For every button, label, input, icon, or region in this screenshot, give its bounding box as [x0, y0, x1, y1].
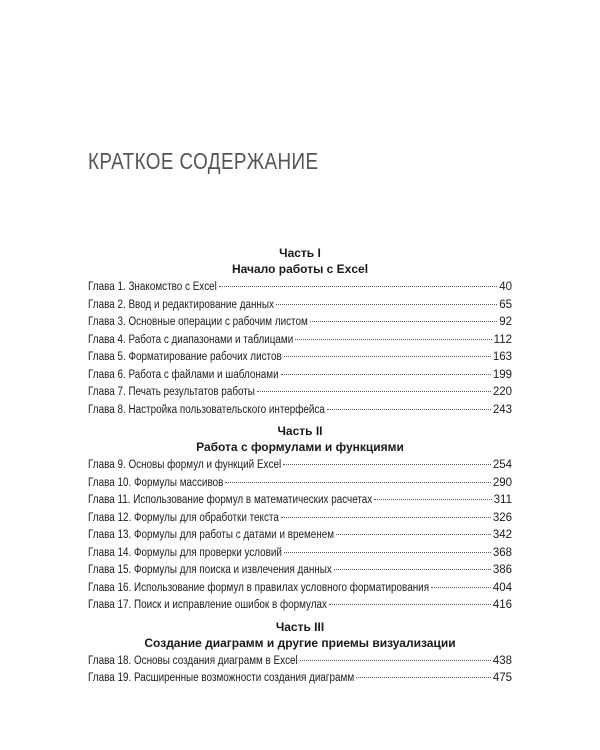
chapter-title: Глава 15. Формулы для поиска и извлечения данных — [88, 564, 332, 576]
page-number: 386 — [492, 564, 512, 576]
part-heading — [88, 423, 512, 455]
chapter-title: Глава 8. Настройка пользовательского интерфейса — [88, 403, 325, 416]
part-heading — [88, 619, 512, 651]
dot-leader — [334, 569, 491, 570]
part-number: Часть III — [275, 619, 325, 634]
page-title: КРАТКОЕ СОДЕРЖАНИЕ — [88, 148, 319, 174]
chapter-title: Глава 19. Расширенные возможности создания диаграмм — [88, 672, 355, 684]
chapter-title: Глава 12. Формулы для обработки текста — [88, 511, 279, 524]
chapter-entry[interactable] — [88, 332, 512, 350]
chapter-title: Глава 5. Форматирование рабочих листов — [88, 351, 282, 363]
chapter-list — [88, 279, 512, 419]
part-title: Создание диаграмм и другие приемы визуализации — [144, 635, 456, 650]
chapter-title: Глава 18. Основы создания диаграмм в Excel — [88, 654, 298, 667]
chapter-entry[interactable] — [88, 367, 512, 385]
chapter-entry[interactable] — [88, 492, 512, 510]
chapter-entry[interactable] — [88, 384, 512, 402]
page-number: 475 — [492, 672, 512, 684]
part-section — [88, 423, 512, 615]
dot-leader — [295, 339, 491, 340]
dot-leader — [219, 286, 497, 287]
chapter-title: Глава 4. Работа с диапазонами и таблицами — [88, 333, 294, 346]
page-number: 416 — [492, 599, 512, 611]
page-number: 112 — [493, 333, 512, 346]
page-number: 92 — [499, 316, 512, 328]
dot-leader — [284, 552, 491, 553]
chapter-entry[interactable] — [88, 457, 512, 475]
dot-leader — [283, 464, 491, 465]
dot-leader — [281, 517, 491, 518]
chapter-title: Глава 14. Формулы для проверки условий — [88, 546, 282, 559]
table-of-contents — [88, 245, 512, 690]
page-number: 254 — [492, 459, 512, 471]
chapter-entry[interactable] — [88, 562, 512, 580]
dot-leader — [281, 374, 491, 375]
chapter-entry[interactable] — [88, 545, 512, 563]
chapter-title: Глава 3. Основные операции с рабочим листом — [88, 316, 308, 328]
chapter-title: Глава 6. Работа с файлами и шаблонами — [88, 368, 279, 381]
dot-leader — [300, 660, 491, 661]
chapter-title: Глава 13. Формулы для работы с датами и временем — [88, 529, 335, 541]
chapter-entry[interactable] — [88, 653, 512, 671]
chapter-title: Глава 2. Ввод и редактирование данных — [88, 298, 274, 311]
dot-leader — [310, 321, 497, 322]
dot-leader — [284, 356, 491, 357]
page-number: 199 — [492, 368, 512, 381]
page-number: 311 — [493, 494, 512, 506]
chapter-list — [88, 653, 512, 688]
chapter-list — [88, 457, 512, 615]
page-number: 342 — [492, 529, 512, 541]
chapter-title: Глава 10. Формулы массивов — [88, 476, 224, 489]
chapter-title: Глава 1. Знакомство с Excel — [88, 281, 217, 293]
part-number: Часть II — [277, 424, 323, 438]
chapter-title: Глава 7. Печать результатов работы — [88, 386, 255, 398]
dot-leader — [374, 499, 491, 500]
dot-leader — [356, 677, 491, 678]
chapter-title: Глава 17. Поиск и исправление ошибок в формулах — [88, 599, 327, 611]
part-section — [88, 619, 512, 688]
chapter-entry[interactable] — [88, 402, 512, 420]
page-number: 65 — [499, 298, 512, 311]
dot-leader — [329, 604, 491, 605]
chapter-entry[interactable] — [88, 314, 512, 332]
part-heading — [88, 245, 512, 277]
chapter-entry[interactable] — [88, 279, 512, 297]
part-section — [88, 245, 512, 419]
chapter-title: Глава 11. Использование формул в математических расчетах — [88, 494, 373, 506]
chapter-entry[interactable] — [88, 475, 512, 493]
chapter-entry[interactable] — [88, 580, 512, 598]
page-number: 290 — [492, 476, 512, 489]
chapter-entry[interactable] — [88, 597, 512, 615]
dot-leader — [327, 409, 491, 410]
chapter-title: Глава 9. Основы формул и функций Excel — [88, 459, 282, 471]
page-number: 163 — [492, 351, 512, 363]
chapter-entry[interactable] — [88, 510, 512, 528]
part-number: Часть I — [279, 246, 321, 260]
dot-leader — [431, 587, 491, 588]
chapter-entry[interactable] — [88, 349, 512, 367]
page-number: 326 — [492, 511, 512, 524]
part-title: Начало работы с Excel — [231, 262, 369, 276]
page-number: 368 — [492, 546, 512, 559]
chapter-entry[interactable] — [88, 527, 512, 545]
page-number: 243 — [492, 403, 512, 416]
page-number: 404 — [492, 581, 512, 594]
page-number: 438 — [492, 654, 512, 667]
page-number: 40 — [499, 281, 512, 293]
page-number: 220 — [492, 386, 512, 398]
dot-leader — [276, 304, 497, 305]
part-title: Работа с формулами и функциями — [196, 440, 404, 454]
chapter-entry[interactable] — [88, 670, 512, 688]
dot-leader — [225, 482, 490, 483]
chapter-title: Глава 16. Использование формул в правилах условного форматирования — [88, 581, 430, 594]
chapter-entry[interactable] — [88, 297, 512, 315]
dot-leader — [257, 391, 491, 392]
dot-leader — [336, 534, 491, 535]
